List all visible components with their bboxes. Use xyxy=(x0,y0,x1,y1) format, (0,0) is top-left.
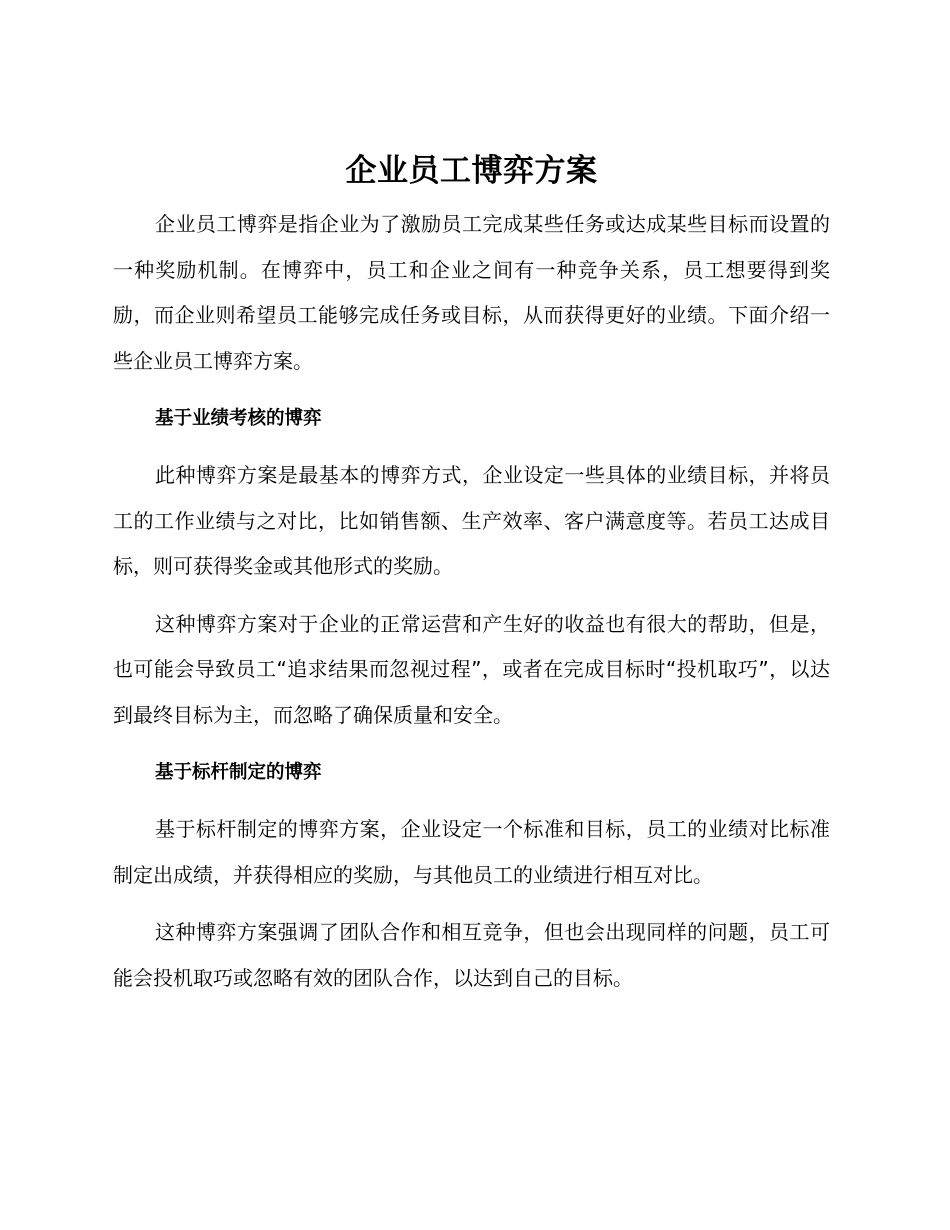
section-paragraph: 此种博弈方案是最基本的博弈方式，企业设定一些具体的业绩目标，并将员工的工作业绩与之对比，比如销售额、生产效率、客户满意度等。若员工达成目标，则可获得奖金或其他形式的奖励。 xyxy=(113,463,830,578)
section-paragraph: 基于标杆制定的博弈方案，企业设定一个标准和目标，员工的业绩对比标准制定出成绩，并获得相应的奖励，与其他员工的业绩进行相互对比。 xyxy=(113,817,830,887)
section-heading: 基于业绩考核的博弈 xyxy=(155,408,322,429)
section-paragraph: 这种博弈方案对于企业的正常运营和产生好的收益也有很大的帮助，但是，也可能会导致员工“追求结果而忽视过程”，或者在完成目标时“投机取巧”，以达到最终目标为主，而忽略了确保质量和安全。 xyxy=(113,611,830,727)
document-title: 企业员工博弈方案 xyxy=(345,153,598,189)
section-heading: 基于标杆制定的博弈 xyxy=(155,762,322,783)
section-paragraph: 这种博弈方案强调了团队合作和相互竞争，但也会出现同样的问题，员工可能会投机取巧或忽略有效的团队合作，以达到自己的目标。 xyxy=(113,920,830,990)
section-performance-review xyxy=(113,396,830,738)
intro-paragraph: 企业员工博弈是指企业为了激励员工完成某些任务或达成某些目标而设置的一种奖励机制。在博弈中，员工和企业之间有一种竞争关系，员工想要得到奖励，而企业则希望员工能够完成任务或目标，从而获得更好的业绩。下面介绍一些企业员工博弈方案。 xyxy=(113,212,830,373)
section-benchmark xyxy=(113,750,830,1001)
